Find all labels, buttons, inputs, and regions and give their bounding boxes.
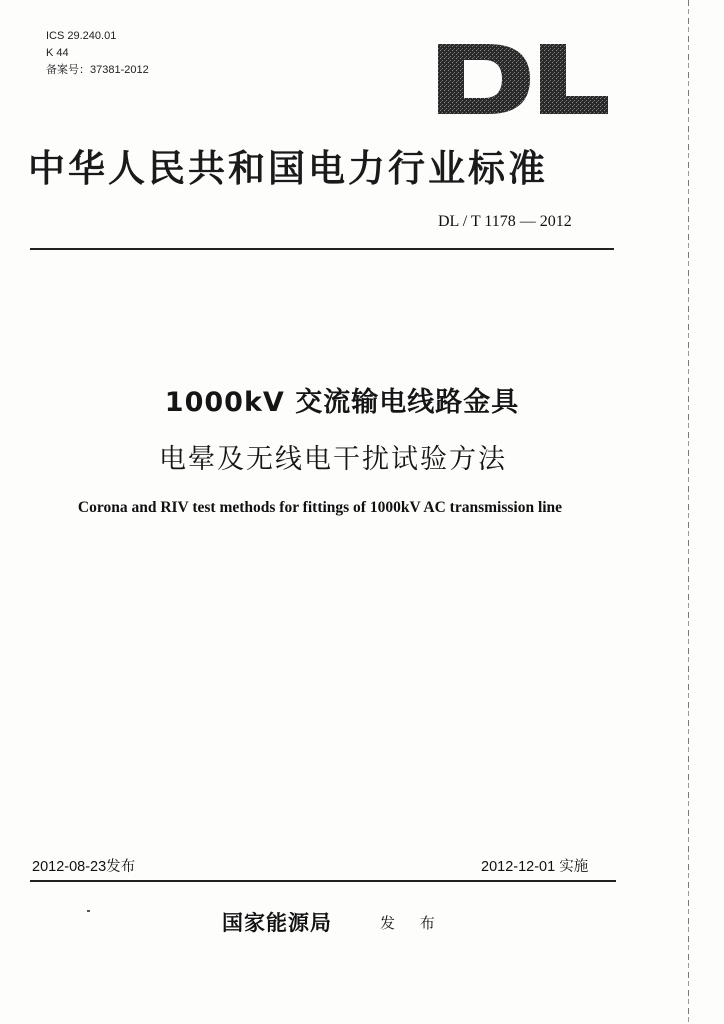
record-number: 备案号：37381-2012 [46, 64, 149, 76]
implementation-date: 2012-12-01 实施 [481, 859, 589, 875]
standard-number: DL / T 1178 — 2012 [438, 213, 572, 230]
document-title-en: Corona and RIV test methods for fittings of 1000kV AC transmission line [77, 499, 563, 516]
document-title-cn-line1: 1000kV 交流输电线路金具 [164, 387, 520, 418]
scan-speck [87, 910, 90, 912]
publish-label: 发 布 [380, 914, 445, 932]
dl-logo [434, 40, 610, 118]
top-divider [30, 248, 614, 250]
scan-edge-line [688, 0, 689, 1024]
bottom-divider [30, 880, 616, 882]
ccs-code: K 44 [46, 47, 69, 59]
ics-code: ICS 29.240.01 [46, 30, 117, 42]
issue-date: 2012-08-23发布 [32, 859, 136, 875]
publisher-name: 国家能源局 [222, 910, 332, 935]
dl-logo-graphic [434, 40, 610, 118]
classification-block [46, 28, 149, 79]
industry-standard-title: 中华人民共和国电力行业标准 [28, 146, 548, 190]
document-title-cn-line2: 电晕及无线电干扰试验方法 [159, 444, 507, 475]
